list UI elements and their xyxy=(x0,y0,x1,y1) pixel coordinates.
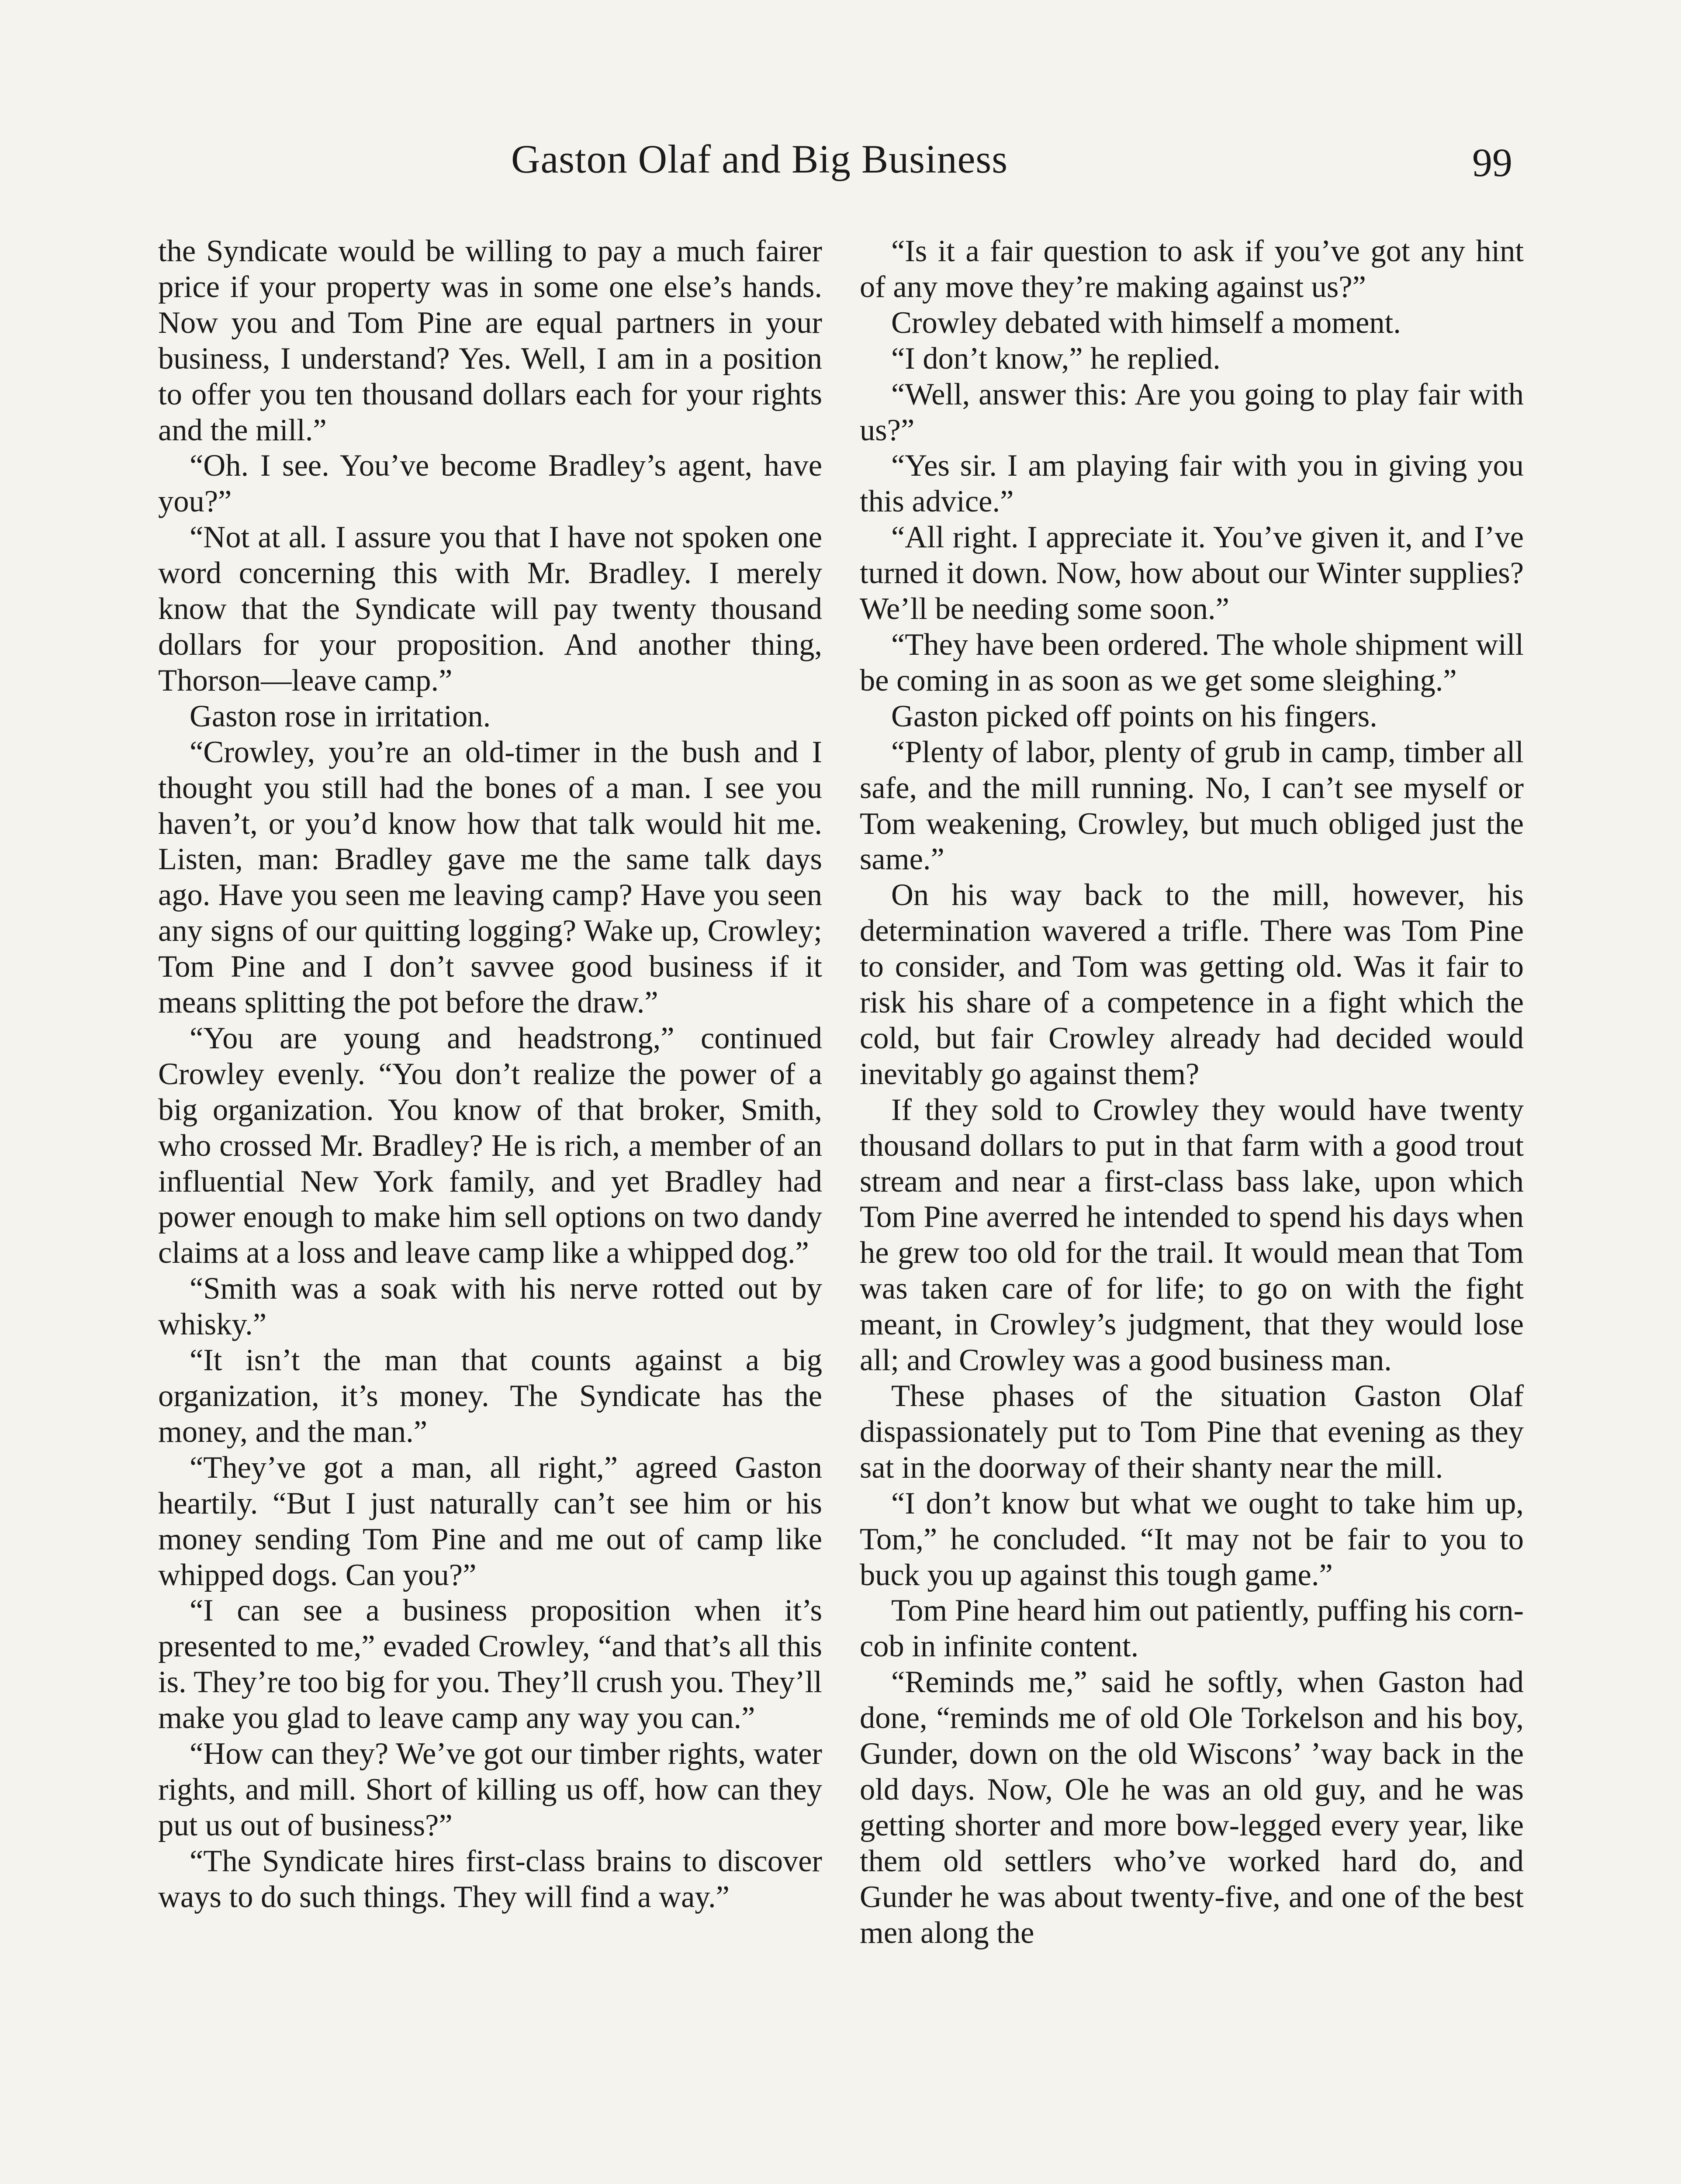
right-column xyxy=(860,234,1524,1951)
paragraph: Tom Pine heard him out patiently, puffing his corn-cob in infinite content. xyxy=(860,1593,1524,1664)
paragraph: If they sold to Crowley they would have twenty thousand dollars to put in that farm with a good trout stream and near a first-class bass lake, upon which Tom Pine averred he intended to spend his days when he grew too old for the trail. It would mean that Tom was taken care of for life; to go on with the fight meant, in Crowley’s judgment, that they would lose all; and Crowley was a good business man. xyxy=(860,1092,1524,1378)
paragraph: “They’ve got a man, all right,” agreed Gaston heartily. “But I just naturally can’t see him or his money sending Tom Pine and me out of camp like whipped dogs. Can you?” xyxy=(158,1450,822,1592)
paragraph: “All right. I appreciate it. You’ve given it, and I’ve turned it down. Now, how about our Winter supplies? We’ll be needing some soon.” xyxy=(860,520,1524,626)
page-number: 99 xyxy=(1472,140,1512,185)
paragraph: “Smith was a soak with his nerve rotted out by whisky.” xyxy=(158,1272,822,1342)
paragraph: “Crowley, you’re an old-timer in the bush and I thought you still had the bones of a man. I see you haven’t, or you’d know how that talk would hit me. Listen, man: Bradley gave me the same talk days ago. Have you seen me leaving camp? Have you seen any signs of our quitting logging? Wake up, Crowley; Tom Pine and I don’t savvee good business if it means splitting the pot before the draw.” xyxy=(158,735,822,1020)
paragraph: “I don’t know but what we ought to take him up, Tom,” he concluded. “It may not be fair to you to buck you up against this tough game.” xyxy=(860,1486,1524,1592)
paragraph: “Not at all. I assure you that I have not spoken one word concerning this with Mr. Bradley. I merely know that the Syndicate will pay twenty thousand dollars for your proposition. And another thing, Thorson—leave camp.” xyxy=(158,520,822,698)
paragraph: “Reminds me,” said he softly, when Gaston had done, “reminds me of old Ole Torkelson and his boy, Gunder, down on the old Wiscons’ ’way back in the old days. Now, Ole he was an old guy, and he was getting shorter and more bow-legged every year, like them old settlers who’ve worked hard do, and Gunder he was about twenty-five, and one of the best men along the xyxy=(860,1665,1524,1950)
paragraph: the Syndicate would be willing to pay a much fairer price if your property was in some one else’s hands. Now you and Tom Pine are equal partners in your business, I understand? Yes. Well, I am in a position to offer you ten thousand dollars each for your rights and the mill.” xyxy=(158,234,822,447)
paragraph: “Yes sir. I am playing fair with you in giving you this advice.” xyxy=(860,449,1524,519)
left-column xyxy=(158,234,822,1915)
paragraph: “How can they? We’ve got our timber rights, water rights, and mill. Short of killing us off, how can they put us out of business?” xyxy=(158,1737,822,1842)
paragraph: Gaston picked off points on his fingers. xyxy=(891,699,1377,733)
paragraph: “Well, answer this: Are you going to play fair with us?” xyxy=(860,377,1524,447)
paragraph: “You are young and headstrong,” continued Crowley evenly. “You don’t realize the power of a big organization. You know of that broker, Smith, who crossed Mr. Bradley? He is rich, a member of an influential New York family, and yet Bradley had power enough to make him sell options on two dandy claims at a loss and leave camp like a whipped dog.” xyxy=(158,1021,822,1270)
paragraph: “They have been ordered. The whole shipment will be coming in as soon as we get some sleighing.” xyxy=(860,627,1524,698)
paragraph: “Plenty of labor, plenty of grub in camp, timber all safe, and the mill running. No, I can’t see myself or Tom weakening, Crowley, but much obliged just the same.” xyxy=(860,735,1524,877)
paragraph: “I don’t know,” he replied. xyxy=(891,341,1221,376)
paragraph: “It isn’t the man that counts against a big organization, it’s money. The Syndicate has the money, and the man.” xyxy=(158,1343,822,1449)
paragraph: “The Syndicate hires first-class brains to discover ways to do such things. They will find a way.” xyxy=(158,1844,822,1914)
paragraph: These phases of the situation Gaston Olaf dispassionately put to Tom Pine that evening as they sat in the doorway of their shanty near the mill. xyxy=(860,1379,1524,1485)
paragraph: “Oh. I see. You’ve become Bradley’s agent, have you?” xyxy=(158,449,822,519)
paragraph: Crowley debated with himself a moment. xyxy=(891,305,1401,340)
paragraph: “Is it a fair question to ask if you’ve got any hint of any move they’re making against us?” xyxy=(860,234,1524,304)
paragraph: On his way back to the mill, however, his determination wavered a trifle. There was Tom Pine to consider, and Tom was getting old. Was it fair to risk his share of a competence in a fight which the cold, but fair Crowley already had decided would inevitably go against them? xyxy=(860,878,1524,1091)
paragraph: “I can see a business proposition when it’s presented to me,” evaded Crowley, “and that’s all this is. They’re too big for you. They’ll crush you. They’ll make you glad to leave camp any way you can.” xyxy=(158,1593,822,1735)
paragraph: Gaston rose in irritation. xyxy=(190,699,491,733)
running-title: Gaston Olaf and Big Business xyxy=(511,137,1008,181)
